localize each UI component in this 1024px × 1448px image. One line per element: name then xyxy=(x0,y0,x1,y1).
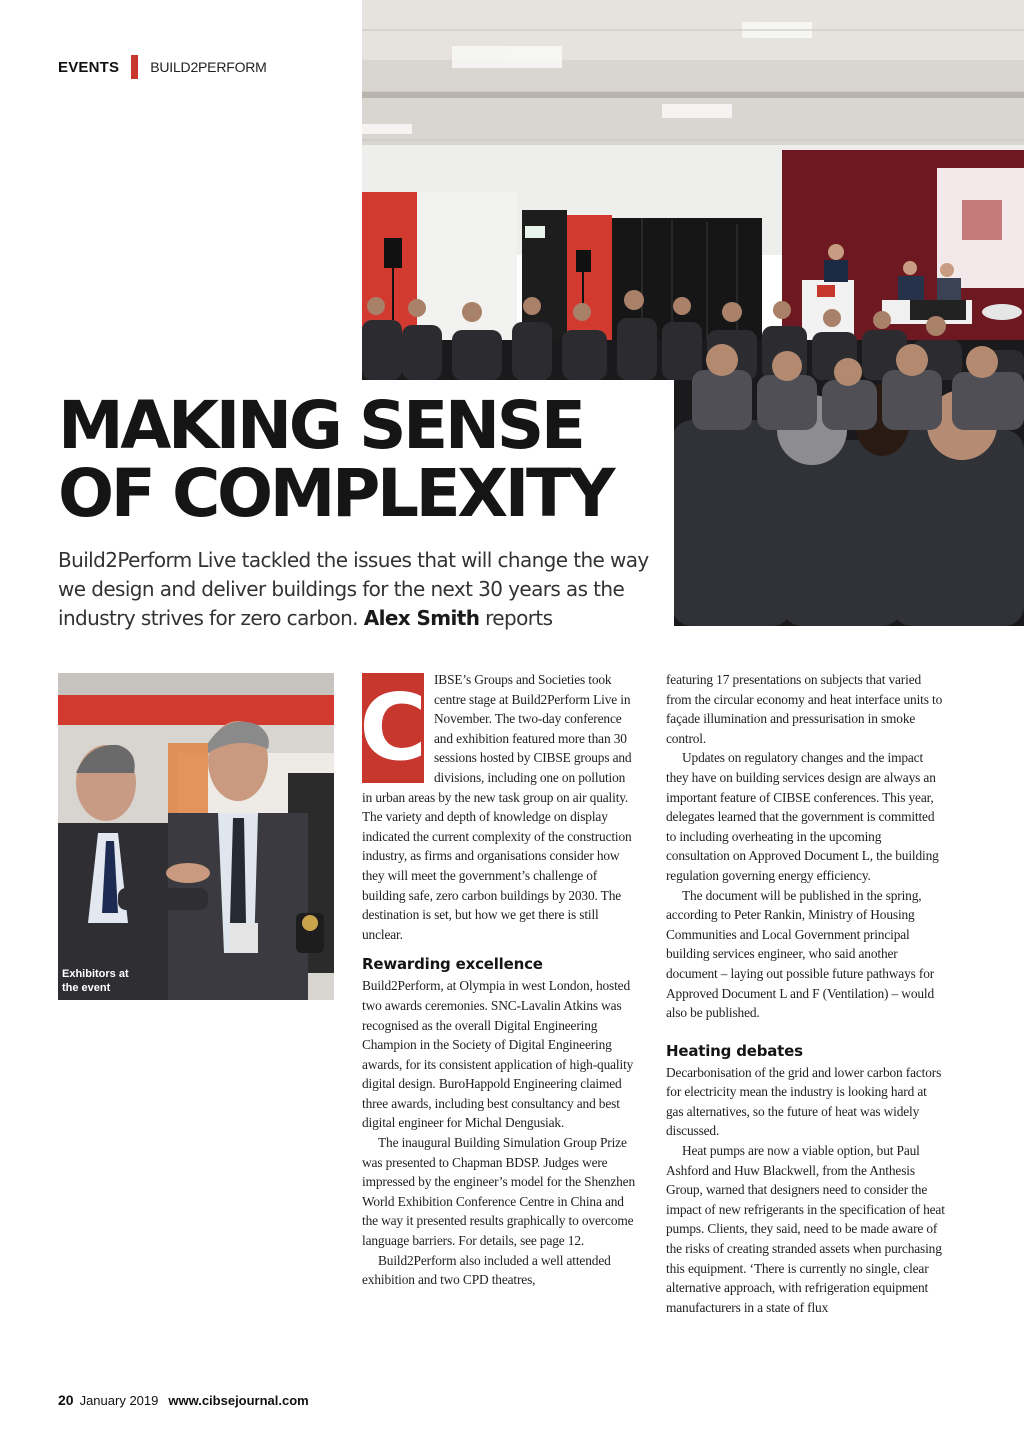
headline-line-1: MAKING SENSE xyxy=(58,387,583,464)
section-divider xyxy=(131,55,138,79)
article-column-1 xyxy=(359,670,638,1290)
section-tag xyxy=(58,55,267,79)
subheading-rewarding-excellence: Rewarding excellence xyxy=(362,955,543,974)
paragraph: featuring 17 presentations on subjects that varied from the circular economy and heat interface units to façade illumination and pressurisation in smoke control. xyxy=(666,672,943,746)
headline-line-2: OF COMPLEXITY xyxy=(58,455,612,532)
paragraph: Decarbonisation of the grid and lower carbon factors for electricity mean the industry is looking hard at gas alternatives, so the future of heat was widely discussed. xyxy=(666,1064,942,1139)
series-label: BUILD2PERFORM xyxy=(150,59,267,75)
website-link[interactable]: www.cibsejournal.com xyxy=(168,1393,309,1408)
exhibitors-photo-illustration xyxy=(58,673,334,1000)
standfirst-text: Build2Perform Live tackled the issues that will change the way we design and deliver buildings for the next 30 years as the industry strives for zero carbon. xyxy=(58,548,649,630)
paragraph: IBSE’s Groups and Societies took centre stage at Build2Perform Live in November. The two-day conference and exhibition featured more than 30 sessions hosted by CIBSE groups and divisions, including one on pollution in urban areas by the new task group on air quality. The variety and depth of knowledge on display indicated the current complexity of the construction industry, as firms and organisations consider how they will meet the government’s challenge of building safe, zero carbon buildings by 2030. The destination is set, but how we get there is still unclear. xyxy=(362,672,632,942)
paragraph: The document will be published in the spring, according to Peter Rankin, Ministry of Housing Communities and Local Government principal building services engineer, who said another document – laying out possible future pathways for Approved Document L and F (Ventilation) – would also be published. xyxy=(666,887,935,1021)
paragraph: The inaugural Building Simulation Group Prize was presented to Chapman BDSP. Judges were impressed by the engineer’s model for the Shenzhen World Exhibition Conference Centre in China and the way it presented results graphically to overcome language barriers. For details, see page 12. xyxy=(362,1135,636,1249)
standfirst-suffix: reports xyxy=(479,606,553,630)
paragraph: Build2Perform, at Olympia in west London, hosted two awards ceremonies. SNC-Lavalin Atkins was recognised as the overall Digital Engineering Champion in the Society of Digital Engineering awards, for its consistent application of high-quality digital design. BuroHappold Engineering claimed three awards, including best consultancy and best digital engineer for Michal Dengusiak. xyxy=(362,978,634,1131)
section-label: EVENTS xyxy=(58,58,120,76)
author-name: Alex Smith xyxy=(363,606,480,630)
exhibitors-photo xyxy=(58,673,334,1000)
article-column-2 xyxy=(666,670,946,1317)
photo-caption: Exhibitors at the event xyxy=(62,968,129,994)
page-number: 20 xyxy=(58,1392,74,1408)
paragraph: Updates on regulatory changes and the impact they have on building services design are always an important feature of CIBSE conferences. This year, delegates learned that the government is committed to including overheating in the upcoming consultation on Approved Document L, the building regulation governing energy efficiency. xyxy=(666,750,939,883)
standfirst xyxy=(58,546,658,633)
paragraph: Build2Perform also included a well attended exhibition and two CPD theatres, xyxy=(362,1252,611,1288)
subheading-heating-debates: Heating debates xyxy=(666,1041,803,1060)
headline xyxy=(58,387,678,532)
drop-cap: C xyxy=(359,674,427,781)
issue-date: January 2019 xyxy=(79,1393,159,1408)
paragraph: Heat pumps are now a viable option, but Paul Ashford and Huw Blackwell, from the Anthesis Group, warned that designers need to consider the impact of new refrigerants in the specification of heat pumps. Clients, they said, need to be made aware of the risks of creating stranded assets when purchasing this equipment. ‘There is currently no single, clear alternative approach, with refrigeration equipment manufacturers in a state of flux xyxy=(666,1143,945,1315)
page-footer xyxy=(58,1392,309,1408)
